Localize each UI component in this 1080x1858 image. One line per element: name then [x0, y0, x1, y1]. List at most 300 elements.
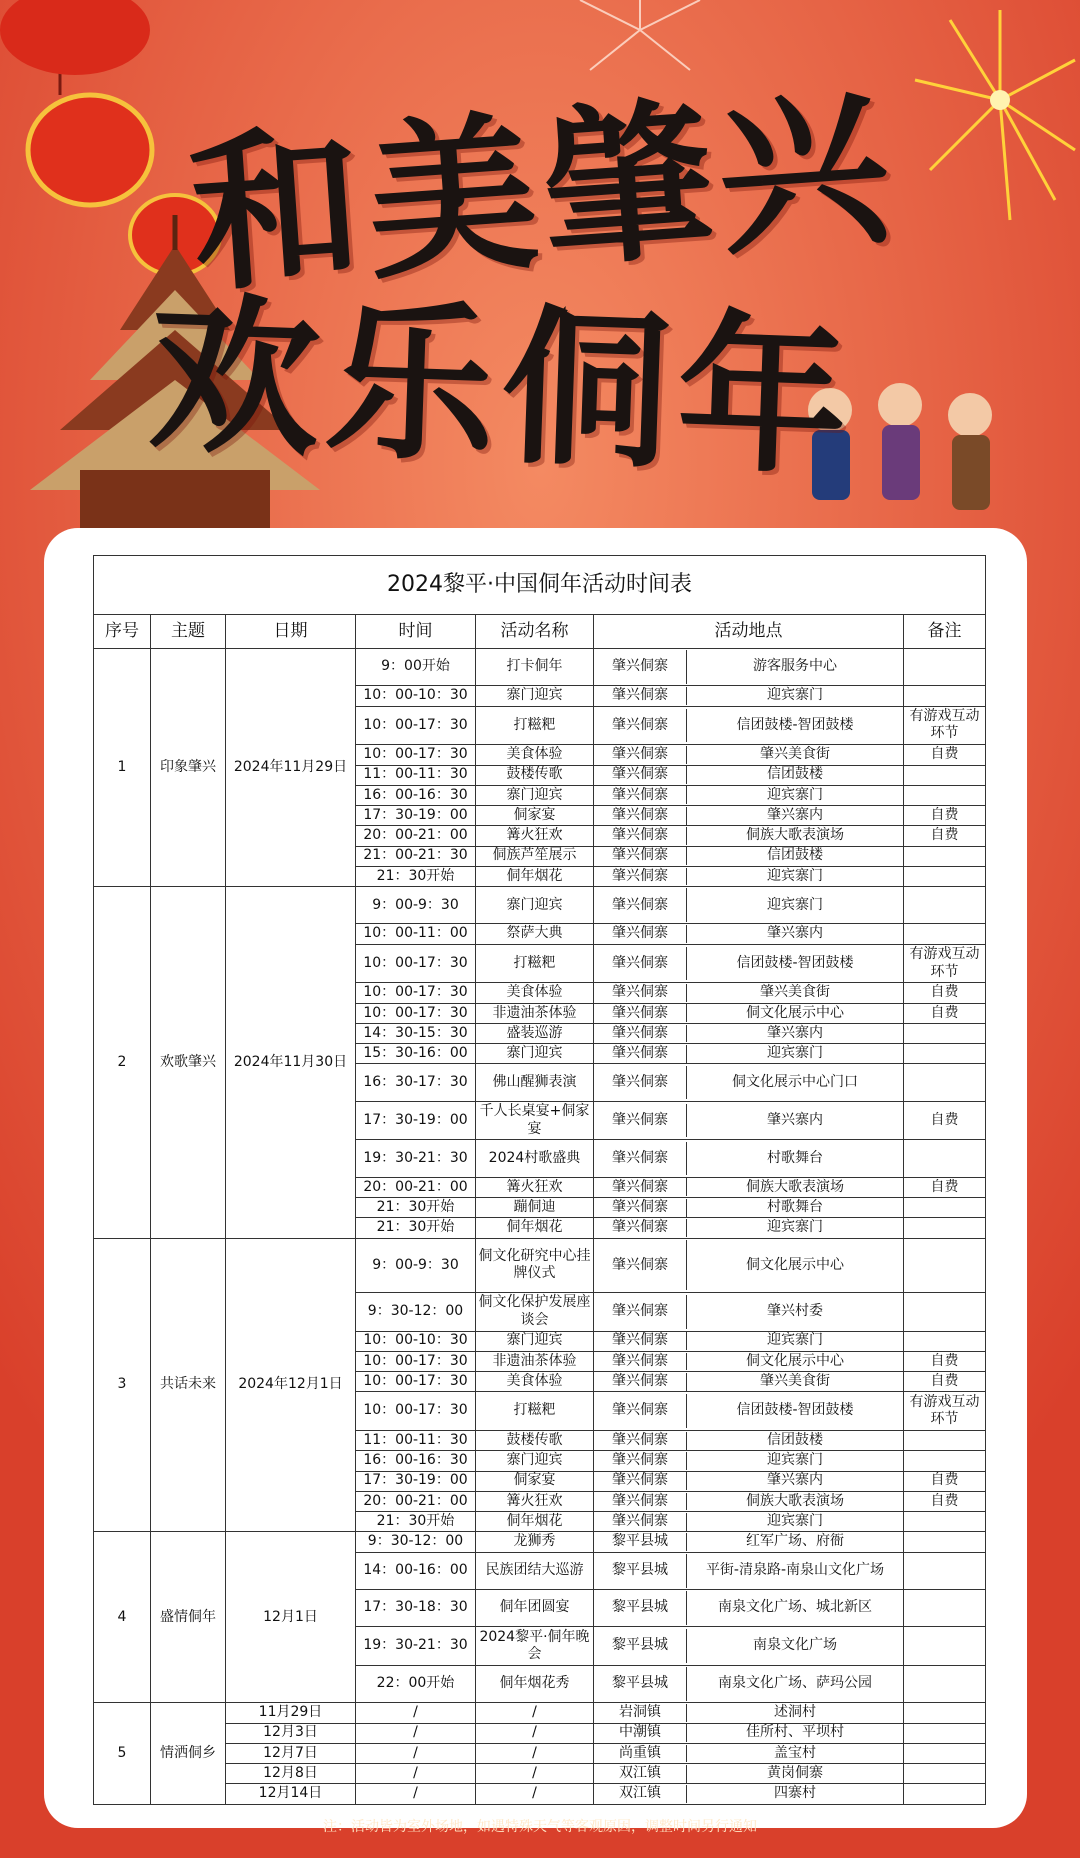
location-town: 肇兴侗寨 [594, 1513, 687, 1531]
group-number-cell: 3 [94, 1238, 151, 1532]
activity-cell: 美食体验 [476, 745, 594, 765]
group-number-cell: 1 [94, 649, 151, 887]
location-cell [594, 686, 904, 706]
location-town: 肇兴侗寨 [594, 1066, 687, 1100]
activity-cell: / [476, 1723, 594, 1743]
location-spot: 游客服务中心 [753, 658, 837, 675]
footer-note: 注：活动皆为室外场地，如遇特殊天气等客观原因，调整时间另行通知 [323, 1819, 757, 1835]
column-header: 日期 [226, 615, 356, 649]
activity-cell: 篝火狂欢 [476, 1491, 594, 1511]
location-spot: 迎宾寨门 [767, 1219, 823, 1236]
location-town: 肇兴侗寨 [594, 827, 687, 845]
note-cell [904, 1064, 986, 1101]
location-town: 肇兴侗寨 [594, 1452, 687, 1470]
date-cell: 2024年12月1日 [226, 1238, 356, 1532]
location-town: 肇兴侗寨 [594, 1240, 687, 1290]
poster-title [0, 0, 1080, 560]
title-line-1: 和美肇兴 [184, 67, 902, 317]
location-cell [594, 1351, 904, 1371]
note-cell: 自费 [904, 745, 986, 765]
time-cell: 9：00-9：30 [356, 1238, 476, 1292]
location-town: 肇兴侗寨 [594, 1045, 687, 1063]
location-spot: 肇兴美食街 [760, 746, 830, 763]
time-cell: 10：00-17：30 [356, 944, 476, 983]
location-spot: 村歌舞台 [767, 1198, 823, 1215]
location-town: 中潮镇 [594, 1724, 687, 1742]
activity-cell: 篝火狂欢 [476, 826, 594, 846]
location-spot: 南泉文化广场、城北新区 [718, 1599, 872, 1616]
location-spot: 迎宾寨门 [767, 867, 823, 884]
activity-cell: 打糍粑 [476, 706, 594, 745]
time-cell: 19：30-21：30 [356, 1140, 476, 1177]
location-cell [594, 1784, 904, 1805]
note-cell [904, 1589, 986, 1626]
activity-cell: 美食体验 [476, 983, 594, 1003]
activity-cell: 佛山醒狮表演 [476, 1064, 594, 1101]
note-cell [904, 866, 986, 886]
date-cell: 2024年11月30日 [226, 887, 356, 1238]
time-cell: 10：00-10：30 [356, 686, 476, 706]
note-cell [904, 1218, 986, 1238]
theme-cell: 印象肇兴 [151, 649, 226, 887]
location-spot: 侗文化展示中心 [746, 1256, 844, 1273]
time-cell: 17：30-19：00 [356, 806, 476, 826]
date-cell: 12月1日 [226, 1532, 356, 1703]
location-town: 肇兴侗寨 [594, 1472, 687, 1490]
location-cell [594, 1177, 904, 1197]
note-cell: 自费 [904, 983, 986, 1003]
location-cell [594, 785, 904, 805]
location-spot: 迎宾寨门 [767, 1512, 823, 1529]
location-spot: 迎宾寨门 [767, 1045, 823, 1062]
note-cell [904, 1451, 986, 1471]
location-cell [594, 1703, 904, 1723]
time-cell: 10：00-17：30 [356, 1392, 476, 1431]
note-cell [904, 1552, 986, 1589]
note-cell: 自费 [904, 806, 986, 826]
time-cell: 11：00-11：30 [356, 1431, 476, 1451]
location-town: 黎平县城 [594, 1554, 687, 1588]
time-cell: 21：30开始 [356, 866, 476, 886]
activity-cell: 美食体验 [476, 1372, 594, 1392]
location-town: 肇兴侗寨 [594, 947, 687, 981]
location-town: 肇兴侗寨 [594, 1004, 687, 1022]
time-cell: 16：30-17：30 [356, 1064, 476, 1101]
location-town: 肇兴侗寨 [594, 1493, 687, 1511]
location-spot: 迎宾寨门 [767, 1452, 823, 1469]
location-cell [594, 1198, 904, 1218]
column-header: 序号 [94, 615, 151, 649]
time-cell: 21：30开始 [356, 1218, 476, 1238]
table-row [94, 1703, 986, 1723]
location-spot: 信团鼓楼 [767, 1431, 823, 1448]
location-spot: 肇兴寨内 [767, 1472, 823, 1489]
note-cell [904, 1238, 986, 1292]
location-cell [594, 1552, 904, 1589]
location-cell [594, 1471, 904, 1491]
date-cell: 12月7日 [226, 1743, 356, 1763]
location-cell [594, 745, 904, 765]
location-spot: 盖宝村 [774, 1744, 816, 1761]
note-cell [904, 1331, 986, 1351]
location-spot: 佳所村、平坝村 [746, 1724, 844, 1741]
theme-cell: 情洒侗乡 [151, 1703, 226, 1805]
activity-cell: 侗年烟花 [476, 1512, 594, 1532]
note-cell: 自费 [904, 826, 986, 846]
location-cell [594, 1431, 904, 1451]
location-cell [594, 1665, 904, 1702]
activity-cell: 侗文化保护发展座谈会 [476, 1292, 594, 1331]
note-cell: 自费 [904, 1177, 986, 1197]
note-cell: 有游戏互动环节 [904, 944, 986, 983]
time-cell: 10：00-17：30 [356, 706, 476, 745]
activity-cell: 鼓楼传歌 [476, 765, 594, 785]
location-spot: 侗族大歌表演场 [746, 1178, 844, 1195]
location-spot: 迎宾寨门 [767, 687, 823, 704]
location-town: 肇兴侗寨 [594, 1295, 687, 1329]
time-cell: 17：30-19：00 [356, 1471, 476, 1491]
theme-cell: 盛情侗年 [151, 1532, 226, 1703]
location-spot: 红军广场、府衙 [746, 1533, 844, 1550]
location-spot: 南泉文化广场、萨玛公园 [718, 1675, 872, 1692]
activity-cell: 寨门迎宾 [476, 1331, 594, 1351]
note-cell [904, 785, 986, 805]
note-cell [904, 1140, 986, 1177]
location-spot: 肇兴寨内 [767, 925, 823, 942]
activity-cell: / [476, 1703, 594, 1723]
note-cell [904, 1723, 986, 1743]
location-spot: 信团鼓楼-智团鼓楼 [736, 716, 854, 733]
location-spot: 信团鼓楼-智团鼓楼 [736, 954, 854, 971]
activity-cell: 寨门迎宾 [476, 1451, 594, 1471]
time-cell: 20：00-21：00 [356, 826, 476, 846]
time-cell: 21：30开始 [356, 1198, 476, 1218]
location-cell [594, 1101, 904, 1140]
location-spot: 四寨村 [774, 1785, 816, 1802]
activity-cell: 侗年团圆宴 [476, 1589, 594, 1626]
time-cell: 16：00-16：30 [356, 785, 476, 805]
location-town: 肇兴侗寨 [594, 687, 687, 705]
location-cell [594, 1218, 904, 1238]
table-row [94, 1784, 986, 1805]
location-town: 肇兴侗寨 [594, 650, 687, 684]
activity-cell: 侗年烟花 [476, 1218, 594, 1238]
location-town: 肇兴侗寨 [594, 709, 687, 743]
location-spot: 信团鼓楼-智团鼓楼 [736, 1402, 854, 1419]
location-cell [594, 706, 904, 745]
note-cell [904, 1044, 986, 1064]
location-cell [594, 983, 904, 1003]
note-cell [904, 765, 986, 785]
activity-cell: 民族团结大巡游 [476, 1552, 594, 1589]
header-row [94, 615, 986, 649]
location-cell [594, 1238, 904, 1292]
note-cell [904, 686, 986, 706]
location-town: 肇兴侗寨 [594, 746, 687, 764]
activity-cell: 寨门迎宾 [476, 686, 594, 706]
note-cell: 有游戏互动环节 [904, 706, 986, 745]
date-cell: 11月29日 [226, 1703, 356, 1723]
location-spot: 肇兴寨内 [767, 806, 823, 823]
location-cell [594, 826, 904, 846]
group-number-cell: 2 [94, 887, 151, 1238]
note-cell: 自费 [904, 1003, 986, 1023]
location-town: 肇兴侗寨 [594, 1199, 687, 1217]
location-cell [594, 1491, 904, 1511]
activity-cell: 寨门迎宾 [476, 785, 594, 805]
note-cell: 自费 [904, 1491, 986, 1511]
time-cell: 17：30-18：30 [356, 1589, 476, 1626]
activity-cell: 打卡侗年 [476, 649, 594, 686]
location-town: 肇兴侗寨 [594, 786, 687, 804]
location-spot: 迎宾寨门 [767, 786, 823, 803]
location-spot: 侗文化展示中心 [746, 1352, 844, 1369]
location-town: 岩洞镇 [594, 1704, 687, 1722]
location-cell [594, 1292, 904, 1331]
location-cell [594, 1023, 904, 1043]
date-cell: 12月8日 [226, 1764, 356, 1784]
location-town: 肇兴侗寨 [594, 1353, 687, 1371]
location-spot: 肇兴村委 [767, 1303, 823, 1320]
location-town: 双江镇 [594, 1765, 687, 1783]
location-spot: 肇兴寨内 [767, 1111, 823, 1128]
activity-cell: / [476, 1784, 594, 1805]
group-number-cell: 5 [94, 1703, 151, 1805]
time-cell: 10：00-11：00 [356, 924, 476, 944]
location-town: 肇兴侗寨 [594, 1432, 687, 1450]
activity-cell: 侗文化研究中心挂牌仪式 [476, 1238, 594, 1292]
location-spot: 述洞村 [774, 1704, 816, 1721]
location-town: 尚重镇 [594, 1745, 687, 1763]
activity-cell: 侗家宴 [476, 1471, 594, 1491]
location-cell [594, 1372, 904, 1392]
note-cell [904, 887, 986, 924]
note-cell [904, 1198, 986, 1218]
location-spot: 迎宾寨门 [767, 896, 823, 913]
location-town: 肇兴侗寨 [594, 1373, 687, 1391]
location-cell [594, 1627, 904, 1666]
location-cell [594, 846, 904, 866]
location-cell [594, 1451, 904, 1471]
time-cell: 9：00-9：30 [356, 887, 476, 924]
time-cell: 21：30开始 [356, 1512, 476, 1532]
activity-cell: 盛装巡游 [476, 1023, 594, 1043]
location-spot: 肇兴美食街 [760, 1373, 830, 1389]
location-cell [594, 1392, 904, 1431]
location-spot: 肇兴美食街 [760, 984, 830, 1001]
location-cell [594, 924, 904, 944]
note-cell [904, 1627, 986, 1666]
note-cell [904, 1431, 986, 1451]
activity-cell: 侗族芦笙展示 [476, 846, 594, 866]
location-spot: 肇兴寨内 [767, 1024, 823, 1041]
activity-cell: 祭萨大典 [476, 924, 594, 944]
location-town: 肇兴侗寨 [594, 1219, 687, 1237]
location-spot: 南泉文化广场 [753, 1637, 837, 1654]
note-cell: 自费 [904, 1351, 986, 1371]
group-number-cell: 4 [94, 1532, 151, 1703]
note-cell [904, 1743, 986, 1763]
column-header: 活动地点 [594, 615, 904, 649]
date-cell: 2024年11月29日 [226, 649, 356, 887]
location-town: 肇兴侗寨 [594, 1025, 687, 1043]
activity-cell: 非遗油茶体验 [476, 1351, 594, 1371]
location-cell [594, 806, 904, 826]
time-cell: 10：00-17：30 [356, 983, 476, 1003]
title-line-2: 欢乐侗年 [146, 274, 857, 500]
table-row [94, 1532, 986, 1552]
location-cell [594, 944, 904, 983]
location-town: 黎平县城 [594, 1533, 687, 1551]
activity-cell: 打糍粑 [476, 944, 594, 983]
activity-cell: 侗年烟花 [476, 866, 594, 886]
note-cell [904, 649, 986, 686]
time-cell: 9：00开始 [356, 649, 476, 686]
location-town: 肇兴侗寨 [594, 888, 687, 922]
theme-cell: 共话未来 [151, 1238, 226, 1532]
column-header: 活动名称 [476, 615, 594, 649]
note-cell: 自费 [904, 1101, 986, 1140]
location-town: 肇兴侗寨 [594, 868, 687, 886]
note-cell [904, 1665, 986, 1702]
location-spot: 侗族大歌表演场 [746, 1492, 844, 1509]
note-cell: 自费 [904, 1372, 986, 1392]
activity-cell: / [476, 1743, 594, 1763]
time-cell: 19：30-21：30 [356, 1627, 476, 1666]
location-cell [594, 887, 904, 924]
time-cell: 14：00-16：00 [356, 1552, 476, 1589]
note-cell: 自费 [904, 1471, 986, 1491]
location-cell [594, 1044, 904, 1064]
location-cell [594, 1003, 904, 1023]
location-cell [594, 1532, 904, 1552]
location-cell [594, 1140, 904, 1177]
time-cell: 11：00-11：30 [356, 765, 476, 785]
activity-cell: 打糍粑 [476, 1392, 594, 1431]
note-cell: 有游戏互动环节 [904, 1392, 986, 1431]
location-town: 肇兴侗寨 [594, 1178, 687, 1196]
table-row [94, 1723, 986, 1743]
time-cell: 10：00-10：30 [356, 1331, 476, 1351]
activity-cell: 寨门迎宾 [476, 1044, 594, 1064]
time-cell: 10：00-17：30 [356, 745, 476, 765]
location-cell [594, 1331, 904, 1351]
time-cell: 10：00-17：30 [356, 1372, 476, 1392]
activity-cell: 鼓楼传歌 [476, 1431, 594, 1451]
note-cell [904, 1784, 986, 1805]
table-row [94, 887, 986, 924]
activity-cell: 2024村歌盛典 [476, 1140, 594, 1177]
activity-cell: 寨门迎宾 [476, 887, 594, 924]
note-cell [904, 1703, 986, 1723]
location-town: 双江镇 [594, 1785, 687, 1803]
date-cell: 12月14日 [226, 1784, 356, 1805]
location-spot: 侗文化展示中心门口 [732, 1073, 858, 1090]
location-spot: 平街-清泉路-南泉山文化广场 [705, 1562, 885, 1579]
location-spot: 村歌舞台 [767, 1149, 823, 1166]
column-header: 备注 [904, 615, 986, 649]
activity-cell: 千人长桌宴+侗家宴 [476, 1101, 594, 1140]
time-cell: / [356, 1784, 476, 1805]
time-cell: 10：00-17：30 [356, 1351, 476, 1371]
location-town: 肇兴侗寨 [594, 1104, 687, 1138]
location-cell [594, 765, 904, 785]
table-row [94, 649, 986, 686]
activity-cell: 蹦侗迪 [476, 1198, 594, 1218]
time-cell: 21：00-21：30 [356, 846, 476, 866]
time-cell: 17：30-19：00 [356, 1101, 476, 1140]
table-caption: 2024黎平·中国侗年活动时间表 [94, 556, 986, 615]
time-cell: 10：00-17：30 [356, 1003, 476, 1023]
location-town: 肇兴侗寨 [594, 847, 687, 865]
location-spot: 侗族大歌表演场 [746, 827, 844, 844]
location-cell [594, 1064, 904, 1101]
note-cell [904, 1532, 986, 1552]
time-cell: 9：30-12：00 [356, 1292, 476, 1331]
location-town: 肇兴侗寨 [594, 1394, 687, 1428]
activity-cell: 篝火狂欢 [476, 1177, 594, 1197]
activity-cell: 非遗油茶体验 [476, 1003, 594, 1023]
note-cell [904, 1512, 986, 1532]
time-cell: 16：00-16：30 [356, 1451, 476, 1471]
location-cell [594, 1764, 904, 1784]
table-row [94, 1743, 986, 1763]
time-cell: 14：30-15：30 [356, 1023, 476, 1043]
location-cell [594, 1512, 904, 1532]
location-cell [594, 1743, 904, 1763]
note-cell [904, 924, 986, 944]
location-town: 肇兴侗寨 [594, 984, 687, 1002]
column-header: 主题 [151, 615, 226, 649]
activity-cell: 侗家宴 [476, 806, 594, 826]
table-row [94, 1764, 986, 1784]
location-town: 肇兴侗寨 [594, 1332, 687, 1350]
location-town: 黎平县城 [594, 1629, 687, 1663]
time-cell: / [356, 1764, 476, 1784]
time-cell: 15：30-16：00 [356, 1044, 476, 1064]
activity-cell: 2024黎平·侗年晚会 [476, 1627, 594, 1666]
theme-cell: 欢歌肇兴 [151, 887, 226, 1238]
note-cell [904, 1292, 986, 1331]
location-cell [594, 649, 904, 686]
column-header: 时间 [356, 615, 476, 649]
note-cell [904, 1023, 986, 1043]
location-spot: 侗文化展示中心 [746, 1004, 844, 1021]
activity-cell: 龙狮秀 [476, 1532, 594, 1552]
location-spot: 黄岗侗寨 [767, 1764, 823, 1781]
time-cell: / [356, 1703, 476, 1723]
location-town: 肇兴侗寨 [594, 766, 687, 784]
time-cell: / [356, 1743, 476, 1763]
time-cell: 20：00-21：00 [356, 1177, 476, 1197]
activity-cell: / [476, 1764, 594, 1784]
activity-cell: 侗年烟花秀 [476, 1665, 594, 1702]
location-town: 黎平县城 [594, 1667, 687, 1701]
schedule-table [93, 555, 986, 1805]
time-cell: 20：00-21：00 [356, 1491, 476, 1511]
table-row [94, 1238, 986, 1292]
time-cell: 9：30-12：00 [356, 1532, 476, 1552]
location-spot: 信团鼓楼 [767, 847, 823, 864]
location-town: 肇兴侗寨 [594, 925, 687, 943]
location-cell [594, 1589, 904, 1626]
location-cell [594, 866, 904, 886]
note-cell [904, 846, 986, 866]
location-town: 黎平县城 [594, 1591, 687, 1625]
location-town: 肇兴侗寨 [594, 807, 687, 825]
location-spot: 迎宾寨门 [767, 1332, 823, 1349]
time-cell: 22：00开始 [356, 1665, 476, 1702]
